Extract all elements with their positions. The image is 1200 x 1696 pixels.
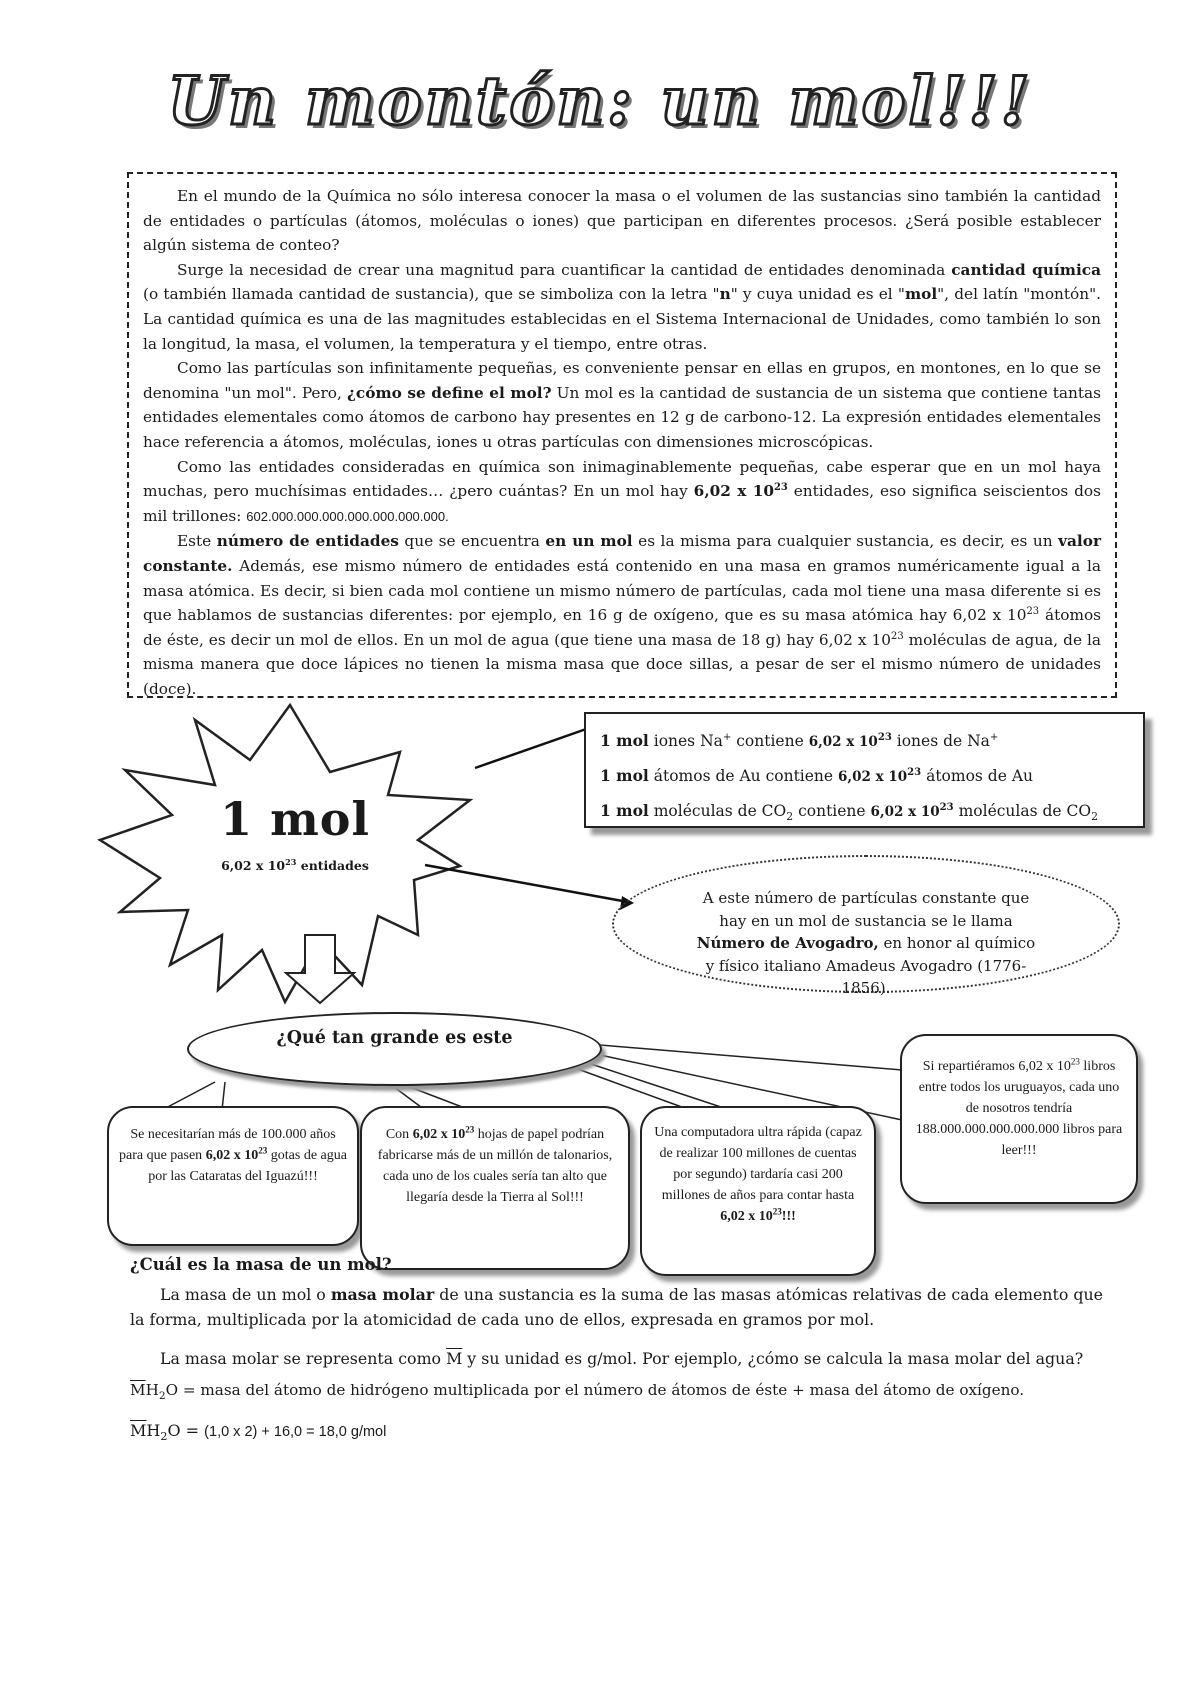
water-molar-mass-calculation: $\overline{M}H_2O = (1,0$ x 2) + 16,0 = 18,0 g/mol (130, 1421, 387, 1444)
intro-paragraph-2: Surge la necesidad de crear una magnitud para cuantificar la cantidad de entidades denominada cantidad química (o también llamada cantidad de sustancia), que se simboliza con la letra "n" y cuya unidad es el "mol", del latín "montón". La cantidad química es una de las magnitudes establecidas en el Sistema Internacional de Unidades, como también lo son la longitud, la masa, el volumen, la temperatura y el tiempo, entre otras. (143, 260, 1101, 353)
intro-paragraph-4: Como las entidades consideradas en química son inimaginablemente pequeñas, cabe esperar que en un mol haya muchas, pero muchísimas entidades… ¿pero cuántas? En un mol hay 6,02 x $10^{23}$ entidades, eso significa seiscientos dos mil trillones: 602.000.000.000.000.000.000.000. (143, 457, 1101, 525)
connector-bubble-4 (600, 1045, 902, 1070)
example-row-na: 1 mol iones Na+ contiene 6,02 x $10^{23}$ iones de Na+ (600, 731, 999, 750)
fact-bubble-paper: Con 6,02 x $10^{23}$ hojas de papel podrían fabricarse más de un millón de talonarios, cada uno de los cuales sería tan alto que llegaría desde la Tierra al Sol!!! (360, 1106, 630, 1270)
example-row-au: 1 mol átomos de Au contiene 6,02 x $10^{23}$ átomos de Au (600, 766, 1033, 785)
water-molar-mass-formula: $\overline{M}H_2O$ = masa del átomo de hidrógeno multiplicada por el número de átomos de éste + masa del átomo de oxígeno. (130, 1381, 1025, 1403)
star-label: 1 mol (220, 792, 370, 846)
molar-mass-representation: La masa molar se representa como $\overline{M}$ y su unidad es g/mol. Por ejemplo, ¿cómo se calcula la masa molar del agua? (160, 1349, 1084, 1368)
fact-bubble-iguazu: Se necesitarían más de 100.000 años para que pasen 6,02 x $10^{23}$ gotas de agua por las Cataratas del Iguazú!!! (107, 1106, 359, 1246)
intro-paragraph-1: En el mundo de la Química no sólo interesa conocer la masa o el volumen de las sustancias sino también la cantidad de entidades o partículas (átomos, moléculas o iones) que participan en diferentes procesos. ¿Será posible establecer algún sistema de conteo? (143, 187, 1101, 255)
arrow-to-avogadro (425, 865, 628, 902)
star-sublabel: 6,02 x $10^{23}$ entidades (221, 856, 369, 873)
avogadro-note: A este número de partículas constante que hay en un mol de sustancia se le llama Número de Avogadro, en honor al químico y físico italiano Amadeus Avogadro (1776-1856). (612, 855, 1120, 993)
fact-bubble-books: Si repartiéramos 6,02 x $10^{23}$ libros entre todos los uruguayos, cada uno de nosotros tendría 188.000.000.000.000.000 libros para leer!!! (900, 1034, 1138, 1204)
intro-paragraph-3: Como las partículas son infinitamente pequeñas, es conveniente pensar en ellas en grupos, en montones, en lo que se denomina "un mol". Pero, ¿cómo se define el mol? Un mol es la cantidad de sustancia de un sistema que contiene tantas entidades elementales como átomos de carbono hay presentes en 12 g de carbono-12. La expresión entidades elementales hace referencia a átomos, moléculas, iones u otras partículas con dimensiones microscópicas. (143, 359, 1102, 451)
intro-paragraph-5: Este número de entidades que se encuentra en un mol es la misma para cualquier sustancia, es decir, es un valor constante. Además, ese mismo número de entidades está contenido en una masa en gramos numéricamente igual a la masa atómica. Es decir, si bien cada mol contiene un mismo número de partículas, cada mol tiene una masa diferente si es que hablamos de sustancias diferentes: por ejemplo, en 16 g de oxígeno, que es su masa atómica hay 6,02 x $10^{23}$ átomos de éste, es decir un mol de ellos. En un mol de agua (que tiene una masa de 18 g) hay 6,02 x $10^{23}$ moléculas de agua, de la misma manera que doce lápices no tienen la misma masa que doce sillas, a pesar de ser el mismo número de unidades (doce). (143, 532, 1102, 698)
example-row-co2: 1 mol moléculas de $CO_2$ contiene 6,02 x $10^{23}$ moléculas de $CO_2$ (600, 801, 1098, 824)
connector-bubble-3b (585, 1062, 730, 1110)
arrow-to-examples (475, 727, 592, 768)
molar-mass-heading: ¿Cuál es la masa de un mol? (130, 1255, 392, 1274)
starburst-shape (100, 705, 470, 1002)
question-oval: ¿Qué tan grande es este (187, 1012, 602, 1086)
connector-bubble-3 (575, 1068, 690, 1110)
molar-mass-definition: La masa de un mol o masa molar de una sustancia es la suma de las masas atómicas relativas de cada elemento que la forma, multiplicada por la atomicidad de cada uno de ellos, expresada en gramos por mol. (130, 1285, 1103, 1329)
page-title: Un montón: un mol!!! (167, 62, 1033, 140)
examples-box (584, 712, 1145, 828)
fact-bubble-computer: Una computadora ultra rápida (capaz de realizar 100 millones de cuentas por segundo) tardaría casi 200 millones de años para contar hasta 6,02 x $10^{23}$!!! (640, 1106, 876, 1276)
molar-mass-section (130, 1255, 1115, 1444)
